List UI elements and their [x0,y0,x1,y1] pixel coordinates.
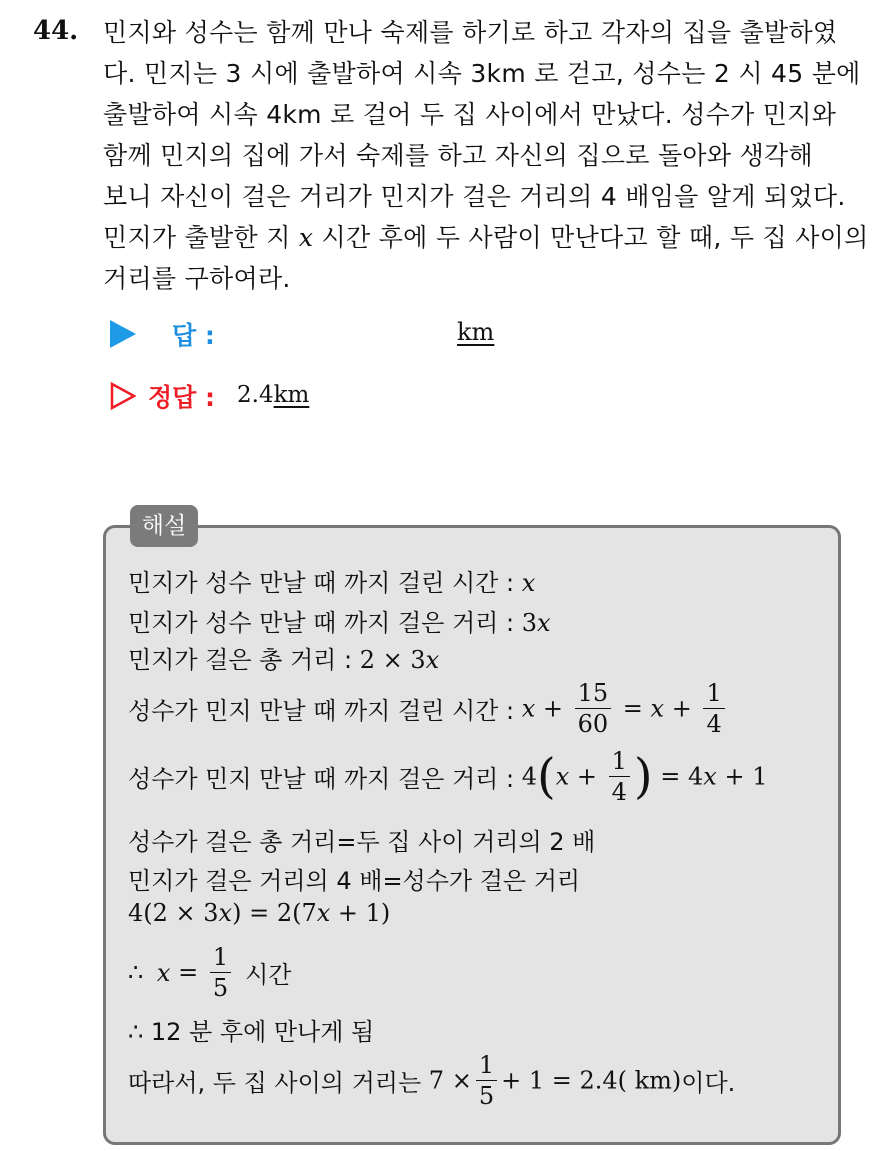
explanation-line [128,746,767,807]
math-expression: 2 × 3 [359,646,426,674]
fraction-denominator: 4 [706,710,722,738]
explanation-text: 성수가 민지 만날 때 까지 걸린 시간 : [128,697,522,725]
left-paren: ( [536,748,556,805]
question-line: 거리를 구하여라. [103,264,291,293]
math-operator: + [535,694,571,723]
question-line-text: 민지가 출발한 지 [103,223,299,252]
math-operator: + [569,762,605,791]
fraction-numerator: 1 [476,1050,497,1081]
unit-text: 시간 [245,961,292,989]
blue-filled-triangle-icon [110,320,136,348]
right-paren: ) [633,748,653,805]
question-line: 다. 민지는 3 시에 출발하여 시속 3km 로 걷고, 성수는 2 시 45 분에 [103,59,861,88]
explanation-line: ∴ 12 분 후에 만나게 됨 [128,1018,375,1046]
math-expression: + 1 = 2.4( km) [501,1066,682,1095]
variable-x: x [316,899,331,927]
fraction-denominator: 4 [611,778,627,806]
explanation-line [128,640,439,675]
math-expression: 4 [521,762,537,791]
question-line: 보니 자신이 걸은 거리가 민지가 걸은 거리의 4 배임을 알게 되었다. [103,182,846,211]
fraction-numerator: 1 [210,942,231,973]
question-line: 함께 민지의 집에 가서 숙제를 하고 자신의 집으로 돌아와 생각해 [103,141,813,170]
explanation-line [128,603,551,638]
explanation-line [128,678,729,739]
question-number: 44. [33,16,79,46]
variable-x: x [555,762,570,791]
correct-answer-label: 정답 : [148,383,216,412]
explanation-line [128,899,390,927]
fraction-denominator: 5 [478,1082,495,1110]
math-operator: = [170,958,206,987]
variable-x: x [650,694,665,723]
question-line [103,217,869,258]
math-expression: + 1) [330,899,391,927]
question-line: 민지와 성수는 함께 만나 숙제를 하기로 하고 각자의 집을 출발하였 [103,18,838,47]
variable-x: x [536,609,551,637]
fraction [476,1050,497,1111]
answer-unit: km [457,318,495,346]
explanation-text: 따라서, 두 집 사이의 거리는 [128,1069,429,1097]
variable-x: x [703,762,717,791]
fraction-numerator: 1 [609,746,630,777]
answer-row [110,316,530,352]
math-expression: + 1 [716,762,768,791]
red-outline-triangle-icon [110,382,136,410]
explanation-line [128,563,535,598]
fraction [575,678,612,739]
answer-label: 답 : [172,321,215,350]
question-text [103,12,869,299]
explanation-text: 이다. [681,1069,736,1097]
math-operator: + [664,694,700,723]
variable-x: x [298,223,314,252]
math-expression: 7 × [428,1066,472,1095]
question-line: 출발하여 시속 4km 로 걸어 두 집 사이에서 만났다. 성수가 민지와 [103,100,837,129]
variable-x: x [521,569,536,597]
explanation-line: 민지가 걸은 거리의 4 배=성수가 걸은 거리 [128,867,581,895]
explanation-line [128,1050,735,1111]
fraction [210,942,231,1003]
math-expression: ) = 2(7 [232,899,317,927]
explanation-text: 민지가 걸은 총 거리 : [128,646,360,674]
question-line-text: 시간 후에 두 사람이 만난다고 할 때, 두 집 사이의 [313,223,869,252]
fraction-denominator: 60 [577,710,609,738]
math-expression: 4(2 × 3 [128,899,219,927]
correct-answer-number: 2.4 [237,382,274,408]
therefore-symbol: ∴ [128,958,151,987]
fraction-numerator: 15 [575,678,612,709]
math-expression: 3 [521,609,537,637]
math-operator: = [615,694,651,723]
variable-x: x [521,694,536,723]
variable-x: x [156,958,171,987]
explanation-line: 성수가 걸은 총 거리=두 집 사이 거리의 2 배 [128,828,596,856]
explanation-text: 성수가 민지 만날 때 까지 걸은 거리 : [128,765,522,793]
correct-answer-value [237,382,309,408]
correct-answer-row [110,378,530,414]
math-expression: = 4 [652,762,704,791]
fraction [703,678,724,739]
variable-x: x [218,899,233,927]
variable-x: x [425,646,440,674]
fraction-denominator: 5 [212,974,229,1002]
explanation-text: 민지가 성수 만날 때 까지 걸은 거리 : [128,609,522,637]
fraction [609,746,630,807]
explanation-tag: 해설 [130,505,198,547]
explanation-text: 민지가 성수 만날 때 까지 걸린 시간 : [128,569,522,597]
correct-answer-unit: km [273,382,310,408]
explanation-line [128,942,291,1003]
fraction-numerator: 1 [703,678,724,709]
